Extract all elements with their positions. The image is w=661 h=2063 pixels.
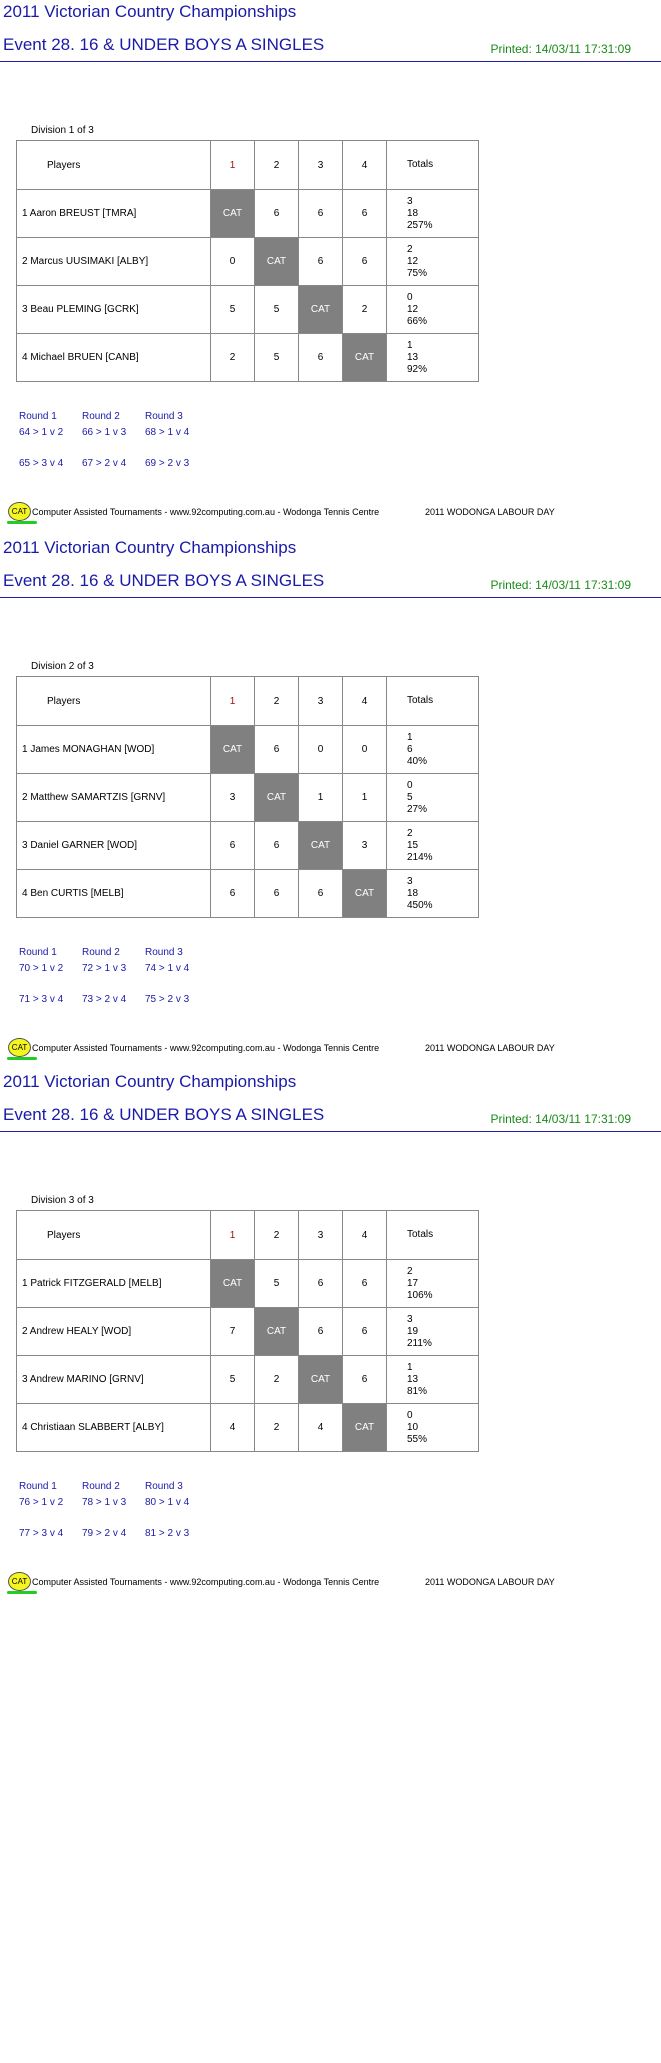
score-cell: 5 bbox=[255, 1260, 299, 1308]
player-row bbox=[17, 870, 479, 918]
score-cell: 6 bbox=[255, 190, 299, 238]
score-cell: 6 bbox=[299, 334, 343, 382]
games-total: 17 bbox=[407, 1277, 419, 1289]
score-cell: 6 bbox=[255, 822, 299, 870]
score-cell: 5 bbox=[211, 1356, 255, 1404]
totals-cell bbox=[387, 822, 479, 870]
score-cell: 4 bbox=[299, 1404, 343, 1452]
column-header-4: 4 bbox=[343, 1211, 387, 1260]
match-link[interactable]: 80 > 1 v 4 bbox=[145, 1497, 190, 1508]
score-cell: 6 bbox=[255, 726, 299, 774]
self-match-cell: CAT bbox=[343, 1404, 387, 1452]
column-header-3: 3 bbox=[299, 677, 343, 726]
self-match-cell: CAT bbox=[211, 726, 255, 774]
match-link[interactable]: 79 > 2 v 4 bbox=[82, 1528, 127, 1539]
championship-title: 2011 Victorian Country Championships bbox=[3, 2, 297, 21]
score-cell: 6 bbox=[299, 238, 343, 286]
cat-logo-icon: CAT bbox=[8, 1038, 31, 1057]
player-name: 2 Marcus UUSIMAKI [ALBY] bbox=[17, 238, 211, 286]
player-name: 2 Matthew SAMARTZIS [GRNV] bbox=[17, 774, 211, 822]
percentage-total: 75% bbox=[407, 267, 428, 279]
players-header: Players bbox=[17, 677, 211, 726]
games-total: 18 bbox=[407, 207, 419, 219]
round-label: Round 3 bbox=[145, 411, 183, 422]
championship-title: 2011 Victorian Country Championships bbox=[3, 538, 297, 557]
column-header-3: 3 bbox=[299, 141, 343, 190]
player-name: 3 Andrew MARINO [GRNV] bbox=[17, 1356, 211, 1404]
totals-cell bbox=[387, 774, 479, 822]
footer-credit: Computer Assisted Tournaments - www.92computing.com.au - Wodonga Tennis Centre bbox=[32, 1043, 380, 1053]
footer-credit: Computer Assisted Tournaments - www.92computing.com.au - Wodonga Tennis Centre bbox=[32, 1577, 380, 1587]
score-cell: 6 bbox=[299, 1260, 343, 1308]
wins-total: 1 bbox=[407, 339, 413, 351]
match-link[interactable]: 76 > 1 v 2 bbox=[19, 1497, 64, 1508]
wins-total: 2 bbox=[407, 1265, 413, 1277]
column-header-2: 2 bbox=[255, 141, 299, 190]
score-cell: 2 bbox=[211, 334, 255, 382]
cat-logo-icon: CAT bbox=[8, 502, 31, 521]
games-total: 5 bbox=[407, 791, 413, 803]
totals-header: Totals bbox=[387, 1211, 479, 1260]
games-total: 13 bbox=[407, 1373, 419, 1385]
score-cell: 3 bbox=[211, 774, 255, 822]
totals-cell bbox=[387, 286, 479, 334]
score-cell: 6 bbox=[211, 870, 255, 918]
player-row bbox=[17, 774, 479, 822]
score-cell: 5 bbox=[211, 286, 255, 334]
score-cell: 7 bbox=[211, 1308, 255, 1356]
games-total: 6 bbox=[407, 743, 413, 755]
player-row bbox=[17, 286, 479, 334]
printed-timestamp: Printed: 14/03/11 17:31:09 bbox=[490, 578, 631, 592]
footer-event: 2011 WODONGA LABOUR DAY bbox=[425, 1043, 555, 1053]
score-cell: 5 bbox=[255, 286, 299, 334]
player-row bbox=[17, 334, 479, 382]
score-cell: 4 bbox=[211, 1404, 255, 1452]
footer-event: 2011 WODONGA LABOUR DAY bbox=[425, 507, 555, 517]
wins-total: 2 bbox=[407, 243, 413, 255]
round-label: Round 2 bbox=[82, 411, 120, 422]
player-name: 3 Beau PLEMING [GCRK] bbox=[17, 286, 211, 334]
score-cell: 6 bbox=[343, 1356, 387, 1404]
percentage-total: 92% bbox=[407, 363, 428, 375]
wins-total: 2 bbox=[407, 827, 413, 839]
score-cell: 6 bbox=[211, 822, 255, 870]
round-label: Round 3 bbox=[145, 947, 183, 958]
wins-total: 0 bbox=[407, 1409, 413, 1421]
self-match-cell: CAT bbox=[343, 334, 387, 382]
match-link[interactable]: 71 > 3 v 4 bbox=[19, 994, 64, 1005]
division-label: Division 1 of 3 bbox=[31, 125, 94, 136]
self-match-cell: CAT bbox=[299, 1356, 343, 1404]
player-row bbox=[17, 1404, 479, 1452]
wins-total: 0 bbox=[407, 779, 413, 791]
score-cell: 2 bbox=[255, 1404, 299, 1452]
match-link[interactable]: 69 > 2 v 3 bbox=[145, 458, 190, 469]
match-link[interactable]: 65 > 3 v 4 bbox=[19, 458, 64, 469]
division-section bbox=[0, 1070, 661, 1606]
cat-logo-icon: CAT bbox=[8, 1572, 31, 1591]
score-cell: 6 bbox=[343, 190, 387, 238]
wins-total: 1 bbox=[407, 1361, 413, 1373]
totals-cell bbox=[387, 1404, 479, 1452]
round-label: Round 3 bbox=[145, 1481, 183, 1492]
match-link[interactable]: 66 > 1 v 3 bbox=[82, 427, 127, 438]
totals-cell bbox=[387, 1308, 479, 1356]
event-title: Event 28. 16 & UNDER BOYS A SINGLES bbox=[3, 35, 325, 54]
event-title: Event 28. 16 & UNDER BOYS A SINGLES bbox=[3, 571, 325, 590]
totals-cell bbox=[387, 1356, 479, 1404]
score-cell: 6 bbox=[299, 190, 343, 238]
wins-total: 1 bbox=[407, 731, 413, 743]
results-grid bbox=[16, 676, 479, 918]
percentage-total: 257% bbox=[407, 219, 433, 231]
column-header-3: 3 bbox=[299, 1211, 343, 1260]
wins-total: 3 bbox=[407, 875, 413, 887]
division-label: Division 2 of 3 bbox=[31, 661, 94, 672]
player-name: 1 James MONAGHAN [WOD] bbox=[17, 726, 211, 774]
totals-cell bbox=[387, 190, 479, 238]
score-cell: 1 bbox=[343, 774, 387, 822]
printed-timestamp: Printed: 14/03/11 17:31:09 bbox=[490, 42, 631, 56]
self-match-cell: CAT bbox=[255, 238, 299, 286]
self-match-cell: CAT bbox=[299, 286, 343, 334]
footer-credit: Computer Assisted Tournaments - www.92computing.com.au - Wodonga Tennis Centre bbox=[32, 507, 380, 517]
round-label: Round 1 bbox=[19, 1481, 57, 1492]
score-cell: 5 bbox=[255, 334, 299, 382]
self-match-cell: CAT bbox=[211, 1260, 255, 1308]
event-title: Event 28. 16 & UNDER BOYS A SINGLES bbox=[3, 1105, 325, 1124]
players-header: Players bbox=[17, 1211, 211, 1260]
score-cell: 6 bbox=[299, 1308, 343, 1356]
player-row bbox=[17, 190, 479, 238]
percentage-total: 214% bbox=[407, 851, 433, 863]
self-match-cell: CAT bbox=[211, 190, 255, 238]
logo-underline bbox=[7, 1057, 37, 1060]
grid-header-row bbox=[17, 1211, 479, 1260]
totals-cell bbox=[387, 870, 479, 918]
score-cell: 2 bbox=[343, 286, 387, 334]
round-label: Round 2 bbox=[82, 1481, 120, 1492]
match-link[interactable]: 72 > 1 v 3 bbox=[82, 963, 127, 974]
score-cell: 0 bbox=[211, 238, 255, 286]
player-name: 4 Christiaan SLABBERT [ALBY] bbox=[17, 1404, 211, 1452]
footer-event: 2011 WODONGA LABOUR DAY bbox=[425, 1577, 555, 1587]
match-link[interactable]: 77 > 3 v 4 bbox=[19, 1528, 64, 1539]
match-link[interactable]: 74 > 1 v 4 bbox=[145, 963, 190, 974]
division-label: Division 3 of 3 bbox=[31, 1195, 94, 1206]
column-header-2: 2 bbox=[255, 677, 299, 726]
self-match-cell: CAT bbox=[255, 1308, 299, 1356]
games-total: 18 bbox=[407, 887, 419, 899]
round-label: Round 1 bbox=[19, 411, 57, 422]
player-name: 1 Aaron BREUST [TMRA] bbox=[17, 190, 211, 238]
player-name: 3 Daniel GARNER [WOD] bbox=[17, 822, 211, 870]
percentage-total: 81% bbox=[407, 1385, 428, 1397]
percentage-total: 27% bbox=[407, 803, 428, 815]
player-name: 4 Ben CURTIS [MELB] bbox=[17, 870, 211, 918]
match-link[interactable]: 64 > 1 v 2 bbox=[19, 427, 64, 438]
match-link[interactable]: 67 > 2 v 4 bbox=[82, 458, 127, 469]
header-divider bbox=[0, 61, 661, 62]
percentage-total: 40% bbox=[407, 755, 428, 767]
players-header: Players bbox=[17, 141, 211, 190]
percentage-total: 66% bbox=[407, 315, 428, 327]
column-header-4: 4 bbox=[343, 677, 387, 726]
score-cell: 6 bbox=[343, 1260, 387, 1308]
column-header-1: 1 bbox=[211, 141, 255, 190]
games-total: 15 bbox=[407, 839, 419, 851]
printed-timestamp: Printed: 14/03/11 17:31:09 bbox=[490, 1112, 631, 1126]
championship-title: 2011 Victorian Country Championships bbox=[3, 1072, 297, 1091]
grid-header-row bbox=[17, 141, 479, 190]
match-link[interactable]: 68 > 1 v 4 bbox=[145, 427, 190, 438]
player-row bbox=[17, 822, 479, 870]
games-total: 10 bbox=[407, 1421, 419, 1433]
header-divider bbox=[0, 1131, 661, 1132]
self-match-cell: CAT bbox=[255, 774, 299, 822]
round-label: Round 2 bbox=[82, 947, 120, 958]
player-row bbox=[17, 726, 479, 774]
grid-header-row bbox=[17, 677, 479, 726]
score-cell: 6 bbox=[299, 870, 343, 918]
division-section bbox=[0, 536, 661, 1072]
totals-header: Totals bbox=[387, 141, 479, 190]
self-match-cell: CAT bbox=[299, 822, 343, 870]
player-row bbox=[17, 1260, 479, 1308]
wins-total: 0 bbox=[407, 291, 413, 303]
round-label: Round 1 bbox=[19, 947, 57, 958]
percentage-total: 106% bbox=[407, 1289, 433, 1301]
totals-header: Totals bbox=[387, 677, 479, 726]
totals-cell bbox=[387, 334, 479, 382]
match-link[interactable]: 75 > 2 v 3 bbox=[145, 994, 190, 1005]
score-cell: 0 bbox=[299, 726, 343, 774]
self-match-cell: CAT bbox=[343, 870, 387, 918]
games-total: 13 bbox=[407, 351, 419, 363]
player-name: 2 Andrew HEALY [WOD] bbox=[17, 1308, 211, 1356]
division-section bbox=[0, 0, 661, 536]
totals-cell bbox=[387, 238, 479, 286]
score-cell: 2 bbox=[255, 1356, 299, 1404]
score-cell: 6 bbox=[343, 1308, 387, 1356]
percentage-total: 450% bbox=[407, 899, 433, 911]
results-grid bbox=[16, 140, 479, 382]
totals-cell bbox=[387, 726, 479, 774]
match-link[interactable]: 78 > 1 v 3 bbox=[82, 1497, 127, 1508]
score-cell: 6 bbox=[343, 238, 387, 286]
column-header-1: 1 bbox=[211, 1211, 255, 1260]
percentage-total: 211% bbox=[407, 1337, 432, 1349]
player-row bbox=[17, 238, 479, 286]
column-header-1: 1 bbox=[211, 677, 255, 726]
results-grid bbox=[16, 1210, 479, 1452]
player-name: 1 Patrick FITZGERALD [MELB] bbox=[17, 1260, 211, 1308]
logo-underline bbox=[7, 521, 37, 524]
totals-cell bbox=[387, 1260, 479, 1308]
percentage-total: 55% bbox=[407, 1433, 428, 1445]
player-row bbox=[17, 1356, 479, 1404]
wins-total: 3 bbox=[407, 1313, 413, 1325]
score-cell: 1 bbox=[299, 774, 343, 822]
match-link[interactable]: 70 > 1 v 2 bbox=[19, 963, 64, 974]
player-row bbox=[17, 1308, 479, 1356]
player-name: 4 Michael BRUEN [CANB] bbox=[17, 334, 211, 382]
score-cell: 0 bbox=[343, 726, 387, 774]
match-link[interactable]: 73 > 2 v 4 bbox=[82, 994, 127, 1005]
games-total: 12 bbox=[407, 255, 419, 267]
header-divider bbox=[0, 597, 661, 598]
wins-total: 3 bbox=[407, 195, 413, 207]
games-total: 12 bbox=[407, 303, 419, 315]
match-link[interactable]: 81 > 2 v 3 bbox=[145, 1528, 190, 1539]
score-cell: 3 bbox=[343, 822, 387, 870]
logo-underline bbox=[7, 1591, 37, 1594]
column-header-4: 4 bbox=[343, 141, 387, 190]
column-header-2: 2 bbox=[255, 1211, 299, 1260]
games-total: 19 bbox=[407, 1325, 419, 1337]
score-cell: 6 bbox=[255, 870, 299, 918]
